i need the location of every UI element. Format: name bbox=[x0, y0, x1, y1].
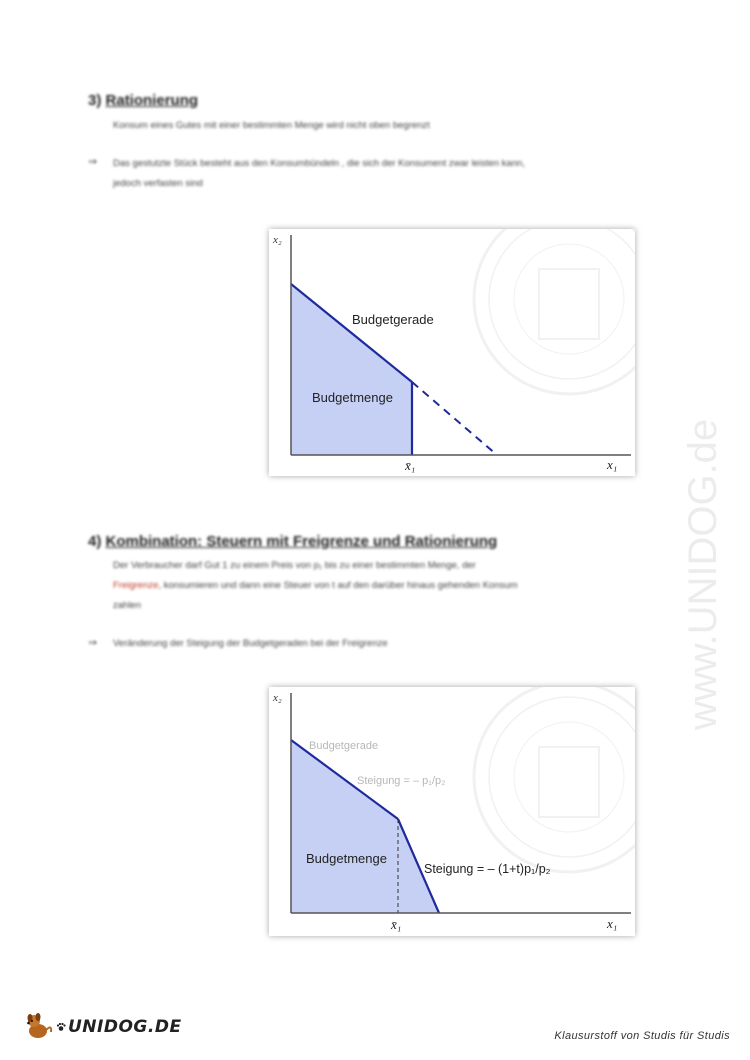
seal-watermark bbox=[474, 229, 635, 394]
freigrenze-term: Freigrenze bbox=[113, 580, 159, 591]
figure-kombination bbox=[269, 687, 635, 936]
footer-logo bbox=[24, 1012, 182, 1042]
figure-rationierung bbox=[269, 229, 635, 476]
arrow-icon: ⇒ bbox=[88, 156, 98, 168]
budget-set-area bbox=[291, 284, 412, 455]
section-4-line-2-rest: , konsumieren und dann eine Steuer von t auf den darüber hinaus gehenden Konsum bbox=[158, 580, 518, 591]
budget-line-label: Budgetgerade bbox=[352, 312, 434, 327]
logo-wordmark: UNIDOG.DE bbox=[68, 1017, 182, 1037]
x-axis-label: x₁ bbox=[607, 457, 618, 472]
xbar-label: x̄₁ bbox=[405, 458, 416, 473]
arrow-icon: ⇒ bbox=[88, 637, 98, 649]
budget-line-dashed bbox=[412, 382, 497, 455]
dog-icon bbox=[24, 1012, 54, 1042]
watermark-text bbox=[648, 290, 750, 740]
slope-2-label: Steigung = – (1+t)p₁/p₂ bbox=[424, 862, 551, 876]
section-4-line-2 bbox=[113, 576, 518, 596]
section-3-arrow-line-1: Das gestutzte Stück besteht aus den Konsumbündeln , die sich der Konsument zwar leisten kann, bbox=[113, 158, 525, 169]
section-3-heading bbox=[88, 92, 198, 109]
section-4-line-3: zahlen bbox=[113, 600, 141, 611]
section-3-title: Rationierung bbox=[105, 92, 199, 109]
section-4-title: Kombination: Steuern mit Freigrenze und Rationierung bbox=[105, 533, 498, 550]
section-3-text: Konsum eines Gutes mit einer bestimmten Menge wird nicht oben begrenzt bbox=[113, 120, 430, 131]
footer-tagline: Klausurstoff von Studis für Studis bbox=[554, 1030, 730, 1042]
budget-set-label: Budgetmenge bbox=[306, 851, 387, 866]
watermark-label: www.UNIDOG.de bbox=[681, 418, 725, 730]
section-4-arrow-line: Veränderung der Steigung der Budgetgeraden bei der Freigrenze bbox=[113, 638, 388, 649]
budget-set-label: Budgetmenge bbox=[312, 390, 393, 405]
budget-line-label: Budgetgerade bbox=[309, 740, 379, 752]
y-axis-label: x₂ bbox=[273, 234, 282, 246]
section-4-number: 4) bbox=[88, 533, 102, 550]
section-3-arrow-line-2: jedoch verfasten sind bbox=[113, 178, 203, 189]
section-4-heading bbox=[88, 533, 497, 550]
paw-icon bbox=[56, 1022, 66, 1032]
section-3-number: 3) bbox=[88, 92, 102, 109]
budget-set-area bbox=[291, 740, 439, 913]
slope-1-label: Steigung = – p₁/p₂ bbox=[357, 775, 446, 787]
section-4-line-1: Der Verbraucher darf Gut 1 zu einem Preis von p₁ bis zu einer bestimmten Menge, der bbox=[113, 560, 476, 571]
y-axis-label: x₂ bbox=[273, 692, 282, 704]
x-axis-label: x₁ bbox=[607, 916, 618, 931]
xbar-label: x̄₁ bbox=[391, 917, 402, 932]
seal-watermark bbox=[474, 687, 635, 872]
